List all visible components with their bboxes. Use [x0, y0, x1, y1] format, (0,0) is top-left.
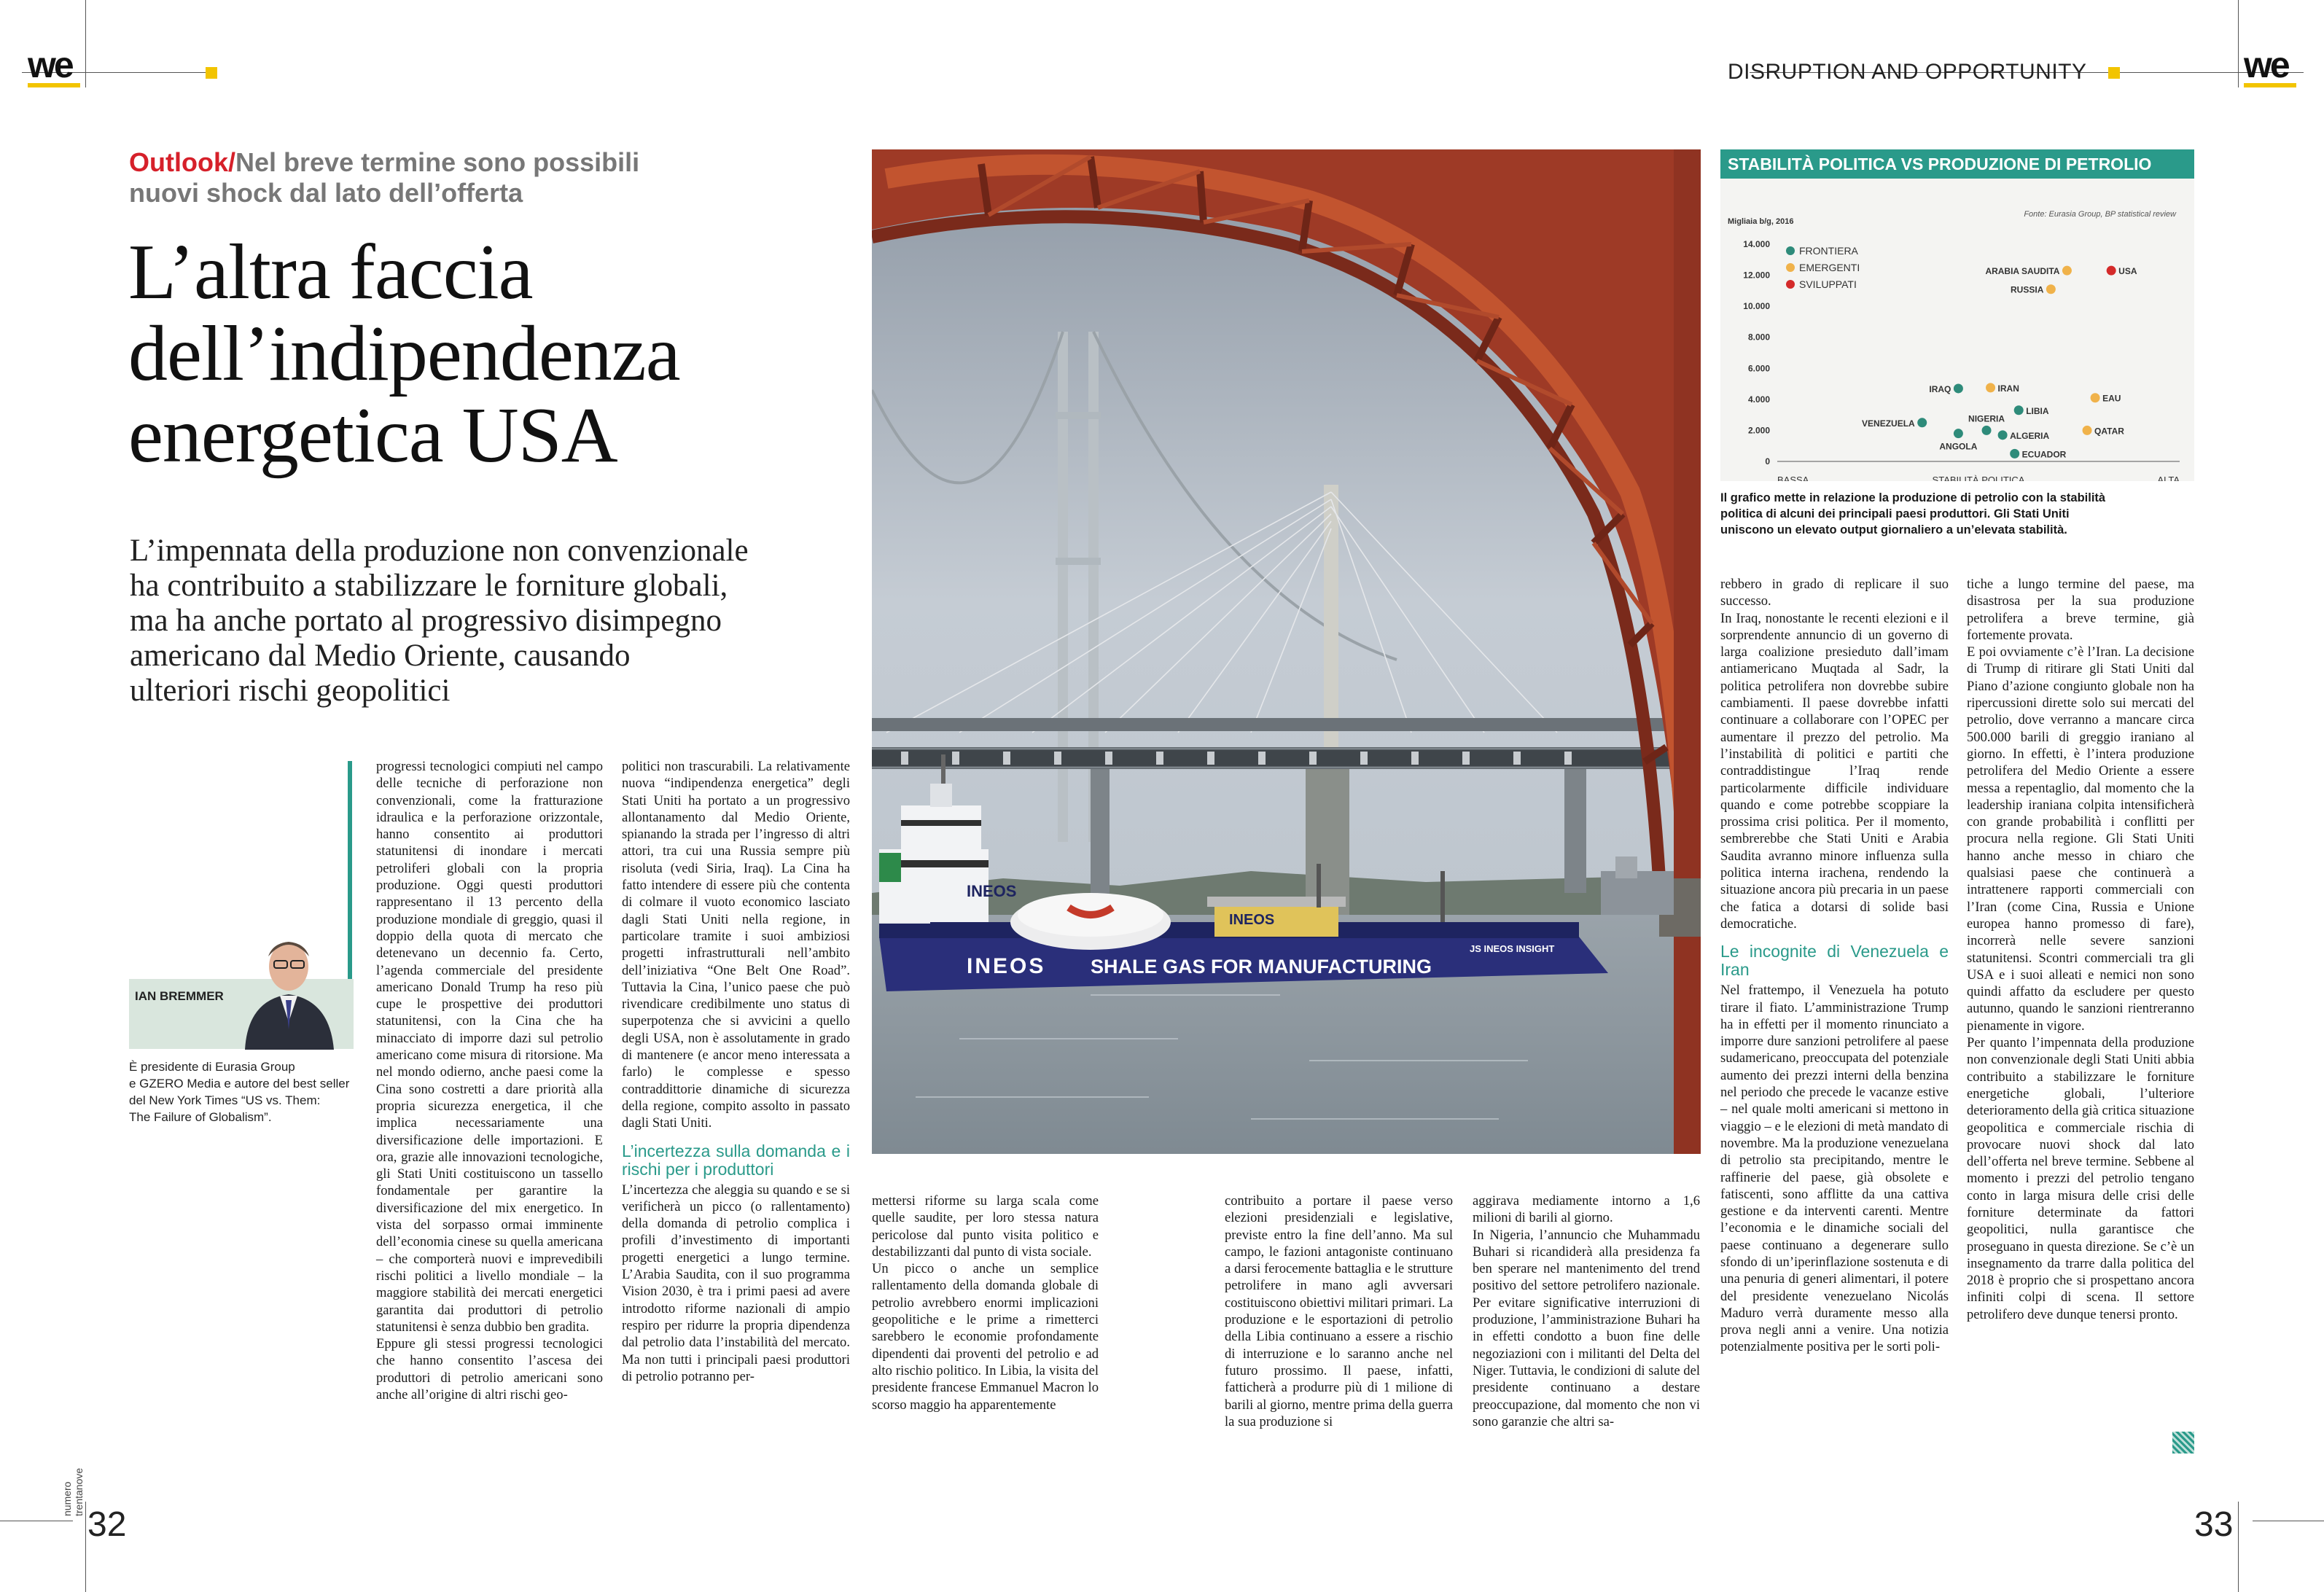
chart-source: Fonte: Eurasia Group, BP statistical review	[2024, 210, 2176, 219]
author-photo	[232, 927, 356, 1050]
chart-point	[1954, 429, 1963, 438]
chart-y-tick-label: 2.000	[1747, 425, 1770, 436]
footer-crop-left	[85, 1502, 86, 1592]
headline-line3: energetica USA	[128, 392, 617, 479]
section-title: DISRUPTION AND OPPORTUNITY	[1728, 60, 2087, 84]
logo-right: we	[2244, 44, 2296, 87]
author-bio-line: The Failure of Globalism”.	[129, 1110, 272, 1124]
author-bio-line: del New York Times “US vs. Them:	[129, 1093, 321, 1107]
chart-caption-line: Il grafico mette in relazione la produzione di petrolio con la stabilità	[1720, 491, 2106, 504]
chart-caption-line: politica di alcuni dei principali paesi produttori. Gli Stati Uniti	[1720, 507, 2070, 520]
author-bio	[129, 1058, 349, 1125]
chart-legend-label: SVILUPPATI	[1799, 278, 1857, 290]
body-paragraph: aggirava mediamente intorno a 1,6 milioni di barili al giorno.	[1473, 1193, 1700, 1226]
author-bio-line: È presidente di Eurasia Group	[129, 1060, 295, 1074]
chart-x-high-label: ALTA	[2157, 475, 2180, 481]
body-paragraph: L’incertezza che aleggia su quando e se si verificherà un picco (o rallentamento) della domanda di petrolio complica i profili d’investimento di importanti progetti energetici a lungo termine. L’Arabia Saudita, con il suo programma Vision 2030, è tra i primi paesi ad avere introdotto riforme nazionali di ampio respiro per ridurre la propria dipendenza dal petrolio data l’instabilità del mercato. Ma non tutti i principali paesi produttori di petrolio potranno per-	[622, 1182, 850, 1384]
standfirst-line: ma ha anche portato al progressivo disimpegno	[130, 604, 722, 638]
chart-y-tick-label: 8.000	[1747, 332, 1770, 343]
photo-tank-brand-2: INEOS	[1229, 912, 1275, 928]
standfirst-line: ulteriori rischi geopolitici	[130, 674, 451, 708]
chart-point-label: EAU	[2102, 393, 2121, 404]
end-mark	[2172, 1432, 2194, 1454]
chart-point	[2083, 426, 2092, 435]
body-paragraph: Nel frattempo, il Venezuela ha potuto tirare il fiato. L’amministrazione Trump ha in effetti per il momento rinunciato a imporre dure sanzioni petrolifere al paese sudamericano, preoccupata del potenziale aumento dei prezzi interni della benzina nel periodo che precede le vacanze estive – nel quale molti americani si mettono in viaggio – e le elezioni di metà mandato di novembre. Ma la produzione venezuelana di petrolio sta precipitando, mentre le raffinerie del paese, già obsolete e fatiscenti, sono afflitte da una cattiva gestione e da interventi carenti. Mentre l’economia e le dinamiche sociali del paese continuano a degenerare sullo sfondo di un’iperinflazione sostenuta e di una penuria di generi alimentari, il potere del presidente venezuelano Nicolás Maduro verrà duramente messo alla prova negli anni a venire. Una notizia potenzialmente positiva per le sorti poli-	[1720, 983, 1949, 1355]
chart-title: STABILITÀ POLITICA VS PRODUZIONE DI PETROLIO	[1728, 155, 2152, 173]
body-paragraph: Eppure gli stessi progressi tecnologici che hanno consentito l’ascesa dei produttori di petrolio americani sono anche all’origine di altri rischi geo-	[376, 1336, 603, 1402]
chart-point	[1917, 418, 1927, 427]
logo-left: we	[28, 44, 80, 87]
chart-y-tick-label: 0	[1765, 456, 1770, 467]
chart-point	[2014, 405, 2024, 415]
chart-y-axis-label: Migliaia b/g, 2016	[1728, 217, 1794, 226]
headline	[128, 229, 680, 479]
chart-y-tick-label: 10.000	[1743, 301, 1770, 312]
chart-point	[1986, 383, 1995, 392]
page-number-right: 33	[2194, 1505, 2234, 1544]
chart-point	[2107, 266, 2116, 276]
chart-point-label: ANGOLA	[1939, 441, 1978, 452]
standfirst-line: L’impennata della produzione non convenzionale	[130, 534, 749, 568]
chart-legend-marker	[1786, 280, 1795, 289]
subheading-demand: L’incertezza sulla domanda e i rischi per i produttori	[622, 1141, 850, 1179]
chart-caption-line: uniscono un elevato output giornaliero a un’elevata stabilità.	[1720, 523, 2067, 536]
chart-point-label: VENEZUELA	[1862, 418, 1915, 429]
chart-y-tick-label: 14.000	[1743, 239, 1770, 249]
body-paragraph: mettersi riforme su larga scala come quelle saudite, per loro stessa natura pericolose dal punto visita politico e destabilizzanti dal punto di vista sociale.	[872, 1193, 1099, 1260]
body-column-1	[376, 758, 603, 1403]
author-name: IAN BREMMER	[135, 989, 224, 1003]
chart-point	[2091, 393, 2100, 402]
photo-tank-brand: INEOS	[967, 882, 1017, 900]
chart-point-label: ALGERIA	[2010, 430, 2050, 441]
crop-mark-left	[85, 0, 86, 87]
footer-crop-right	[2238, 1502, 2239, 1592]
header-square-right	[2108, 67, 2120, 79]
chart-point	[2046, 284, 2056, 294]
chart-point-label: NIGERIA	[1968, 413, 2005, 424]
page-number-left: 32	[87, 1505, 127, 1544]
photo-hull-brand: INEOS	[967, 954, 1046, 978]
body-column-2	[622, 758, 850, 1385]
chart-point	[1998, 430, 2008, 440]
chart-legend-label: EMERGENTI	[1799, 262, 1860, 273]
body-column-5	[1473, 1193, 1700, 1430]
body-paragraph: progressi tecnologici compiuti nel campo delle tecniche di perforazione non convenzionali, come la fratturazione idraulica e la perforazione orizzontale, hanno consentito ai produttori statunitensi di inondare i mercati petroliferi globali con la propria produzione. Oggi questi produttori rappresentano il 13 percento della produzione mondiale di greggio, quasi il doppio della quota di mercato che detenevano un decennio fa. Certo, l’agenda commerciale del presidente americano Donald Trump ha reso più cupe le prospettive dei produttori statunitensi, con la Cina che ha minacciato di imporre dazi sul petrolio americano come misura di ritorsione. Ma nel mondo odierno, anche paesi come la Cina sono costretti a dare priorità alla propria sicurezza energetica, il che implica necessariamente una diversificazione delle importazioni. E ora, grazie alle innovazioni tecnologiche, gli Stati Uniti costituiscono un tassello fondamentale per garantire la diversificazione del mix energetico. In vista del sorpasso ormai imminente dell’economia cinese su quella americana – che comporterà nuovi e imprevedibili rischi politici a livello mondiale – la maggiore stabilità dei mercati energetici garantita dai produttori di petrolio statunitensi è senza dubbio ben gradita.	[376, 759, 603, 1335]
kicker-text-line1: Nel breve termine sono possibili	[235, 147, 640, 177]
chart-point-label: QATAR	[2094, 426, 2124, 437]
headline-line2: dell’indipendenza	[128, 311, 680, 397]
chart-point-label: IRAQ	[1929, 383, 1951, 394]
subheading-venezuela-iran: Le incognite di Venezuela e Iran	[1720, 942, 1949, 980]
bridge-photo	[872, 149, 1701, 1154]
standfirst-line: americano dal Medio Oriente, causando	[130, 639, 631, 673]
photo-hull-slogan: SHALE GAS FOR MANUFACTURING	[1091, 956, 1432, 978]
body-paragraph: In Nigeria, l’annuncio che Muhammadu Buhari si ricandiderà alla presidenza fa ben sperare nel mantenimento del trend positivo del settore petrolifero nazionale. Per evitare significative interruzioni di produzione, l’amministrazione Buhari ha in effetti condotto a buon fine delle negoziazioni con i militanti del Delta del Niger. Tuttavia, le condizioni di salute del presidente continuano a destare preoccupazione, dal momento che non vi sono garanzie che altri sa-	[1473, 1227, 1700, 1429]
issue-label-line1: numero	[61, 1481, 73, 1516]
body-column-7	[1967, 576, 2194, 1323]
photo-ship-name: JS INEOS INSIGHT	[1470, 943, 1555, 954]
body-column-3	[872, 1193, 1099, 1413]
body-paragraph: In Iraq, nonostante le recenti elezioni e il sorprendente annuncio di un governo di larga coalizione presieduto dall’imam antiamericano Muqtada al Sadr, la politica petrolifera non dovrebbe subire cambiamenti. Il paese dovrebbe infatti continuare a collaborare con l’OPEC per aumentare il prezzo del petrolio. Ma l’instabilità di politici e partiti che contraddistingue l’Iraq rende particolarmente difficile individuare quando e come potrebbe scoppiare la prossima crisi politica. Per il momento, sembrerebbe che Stati Uniti e Arabia Saudita avranno minore influenza sulla politica interna irachena, rendendo la situazione ancora più precaria in un paese che fatica a dotarsi di solide basi democratiche.	[1720, 610, 1949, 932]
headline-line1: L’altra faccia	[128, 229, 533, 316]
issue-label-line2: trentanove	[73, 1467, 85, 1516]
body-paragraph: contribuito a portare il paese verso elezioni presidenziali e legislative, previste entro la fine dell’anno. Ma sul campo, le fazioni antagoniste continuano a darsi ferocemente battaglia e le strutture petrolifere in mano agli avversari costituiscono obiettivi militari primari. La produzione e le esportazioni di petrolio della Libia continuano a essere a rischio di interruzione e lo saranno anche nel futuro prossimo. Il paese, infatti, fatticherà a produrre più di 1 milione di barili al giorno, mentre prima della guerra la sua produzione si	[1225, 1193, 1453, 1429]
chart-caption	[1720, 490, 2187, 538]
chart-y-tick-label: 12.000	[1743, 270, 1770, 281]
body-paragraph: E poi ovviamente c’è l’Iran. La decisione di Trump di ritirare gli Stati Uniti dal Piano d’azione congiunto globale non ha ripercussioni dirette solo sui mercati del petrolio, dove verranno a mancare circa 500.000 barili di greggio iraniano al giorno. In effetti, è l’intera produzione petrolifera del Medio Oriente a essere messa a repentaglio, dal momento che la leadership iraniana colpita intensificherà con grande probabilità i conflitti per procura nella regione. Gli Stati Uniti hanno anche messo in chiaro che qualsiasi paese che continuerà a intrattenere rapporti commerciali con l’Iran (come Cina, Russia e Unione europea hanno promesso di fare), incorrerà nelle severe sanzioni statunitensi. Scontri commerciali tra gli USA e i suoi alleati e nemici non sono quindi affatto da escludere per questo autunno, quando le sanzioni rientreranno pienamente in vigore.	[1967, 644, 2194, 1034]
kicker-text-line2: nuovi shock dal lato dell’offerta	[129, 178, 523, 208]
chart-legend-marker	[1786, 263, 1795, 272]
chart-legend-label: FRONTIERA	[1799, 245, 1858, 257]
chart-point-label: ARABIA SAUDITA	[1985, 266, 2060, 277]
body-column-4	[1225, 1193, 1453, 1430]
header-square-left	[206, 67, 217, 79]
chart-point	[1982, 426, 1992, 435]
chart-box	[1720, 149, 2194, 481]
kicker	[129, 147, 639, 208]
scatter-chart	[1720, 179, 2194, 481]
chart-point-label: RUSSIA	[2011, 284, 2044, 295]
chart-legend-marker	[1786, 246, 1795, 255]
body-paragraph: Un picco o anche un semplice rallentamento della domanda globale di petrolio avrebbero enormi implicazioni geopolitiche e le prime a rimetterci sarebbero le economie profondamente dipendenti dai proventi del petrolio e ad alto rischio politico. In Libia, la visita del presidente francese Emmanuel Macron lo scorso maggio ha apparentemente	[872, 1261, 1099, 1413]
chart-point	[1954, 383, 1963, 393]
chart-point-label: USA	[2118, 266, 2137, 277]
chart-point-label: IRAN	[1997, 383, 2019, 394]
author-bio-line: e GZERO Media e autore del best seller	[129, 1077, 350, 1090]
kicker-label: Outlook/	[129, 147, 235, 177]
body-paragraph: politici non trascurabili. La relativamente nuova “indipendenza energetica” degli Stati Uniti ha portato a un progressivo allontanamento dal Medio Oriente, spianando la strada per l’ingresso di altri attori, tra cui una Russia sempre più risoluta (vedi Siria, Iraq). La Cina ha fatto intendere di essere più che contenta di colmare il vuoto economico lasciato dagli Stati Uniti nella regione, in particolare tramite i suoi ambiziosi progetti infrastrutturali nell’ambito dell’iniziativa “One Belt One Road”. Tuttavia la Cina, l’unico paese che può rivendicare credibilmente uno status di superpotenza che si avvicini a quello degli USA, non è assolutamente in grado di mantenere (e ancor meno interessata a farlo) le complesse e spesso contraddittorie dinamiche di sicurezza della regione, compito assolto in passato dagli Stati Uniti.	[622, 759, 850, 1131]
standfirst-line: ha contribuito a stabilizzare le forniture globali,	[130, 569, 728, 603]
body-paragraph: Per quanto l’impennata della produzione non convenzionale degli Stati Uniti abbia contribuito a stabilizzare le forniture energetiche globali, l’ulteriore deterioramento della già critica situazione geopolitica e commerciale rischia di provocare nuovi shock dal lato dell’offerta nel breve termine. Sebbene al momento i prezzi del petrolio tengano conto in larga misura delle crisi delle forniture determinate da fattori geopolitici, nulla garantisce che proseguano in questa direzione. Se c’è un insegnamento da trarre dalla politica del 2018 è proprio che si prospettano ancora infiniti colpi di scena. Il settore petrolifero deve dunque tenersi pronto.	[1967, 1035, 2194, 1322]
chart-point-label: LIBIA	[2026, 405, 2049, 416]
chart-point	[2010, 449, 2019, 459]
chart-point	[2062, 266, 2072, 276]
chart-x-low-label: BASSA	[1777, 475, 1809, 481]
chart-title-bar	[1720, 149, 2194, 179]
body-paragraph: rebbero in grado di replicare il suo successo.	[1720, 577, 1949, 609]
crop-mark-right	[2238, 0, 2239, 87]
chart-y-tick-label: 4.000	[1747, 394, 1770, 405]
body-paragraph: tiche a lungo termine del paese, ma disastrosa per la sua produzione petrolifera a breve termine, già fortemente provata.	[1967, 577, 2194, 643]
chart-x-axis-label: STABILITÀ POLITICA	[1932, 475, 2025, 481]
body-column-6	[1720, 576, 1949, 1356]
chart-y-tick-label: 6.000	[1747, 363, 1770, 374]
standfirst	[130, 534, 749, 709]
issue-side-label	[61, 1468, 85, 1516]
chart-point-label: ECUADOR	[2021, 449, 2067, 460]
